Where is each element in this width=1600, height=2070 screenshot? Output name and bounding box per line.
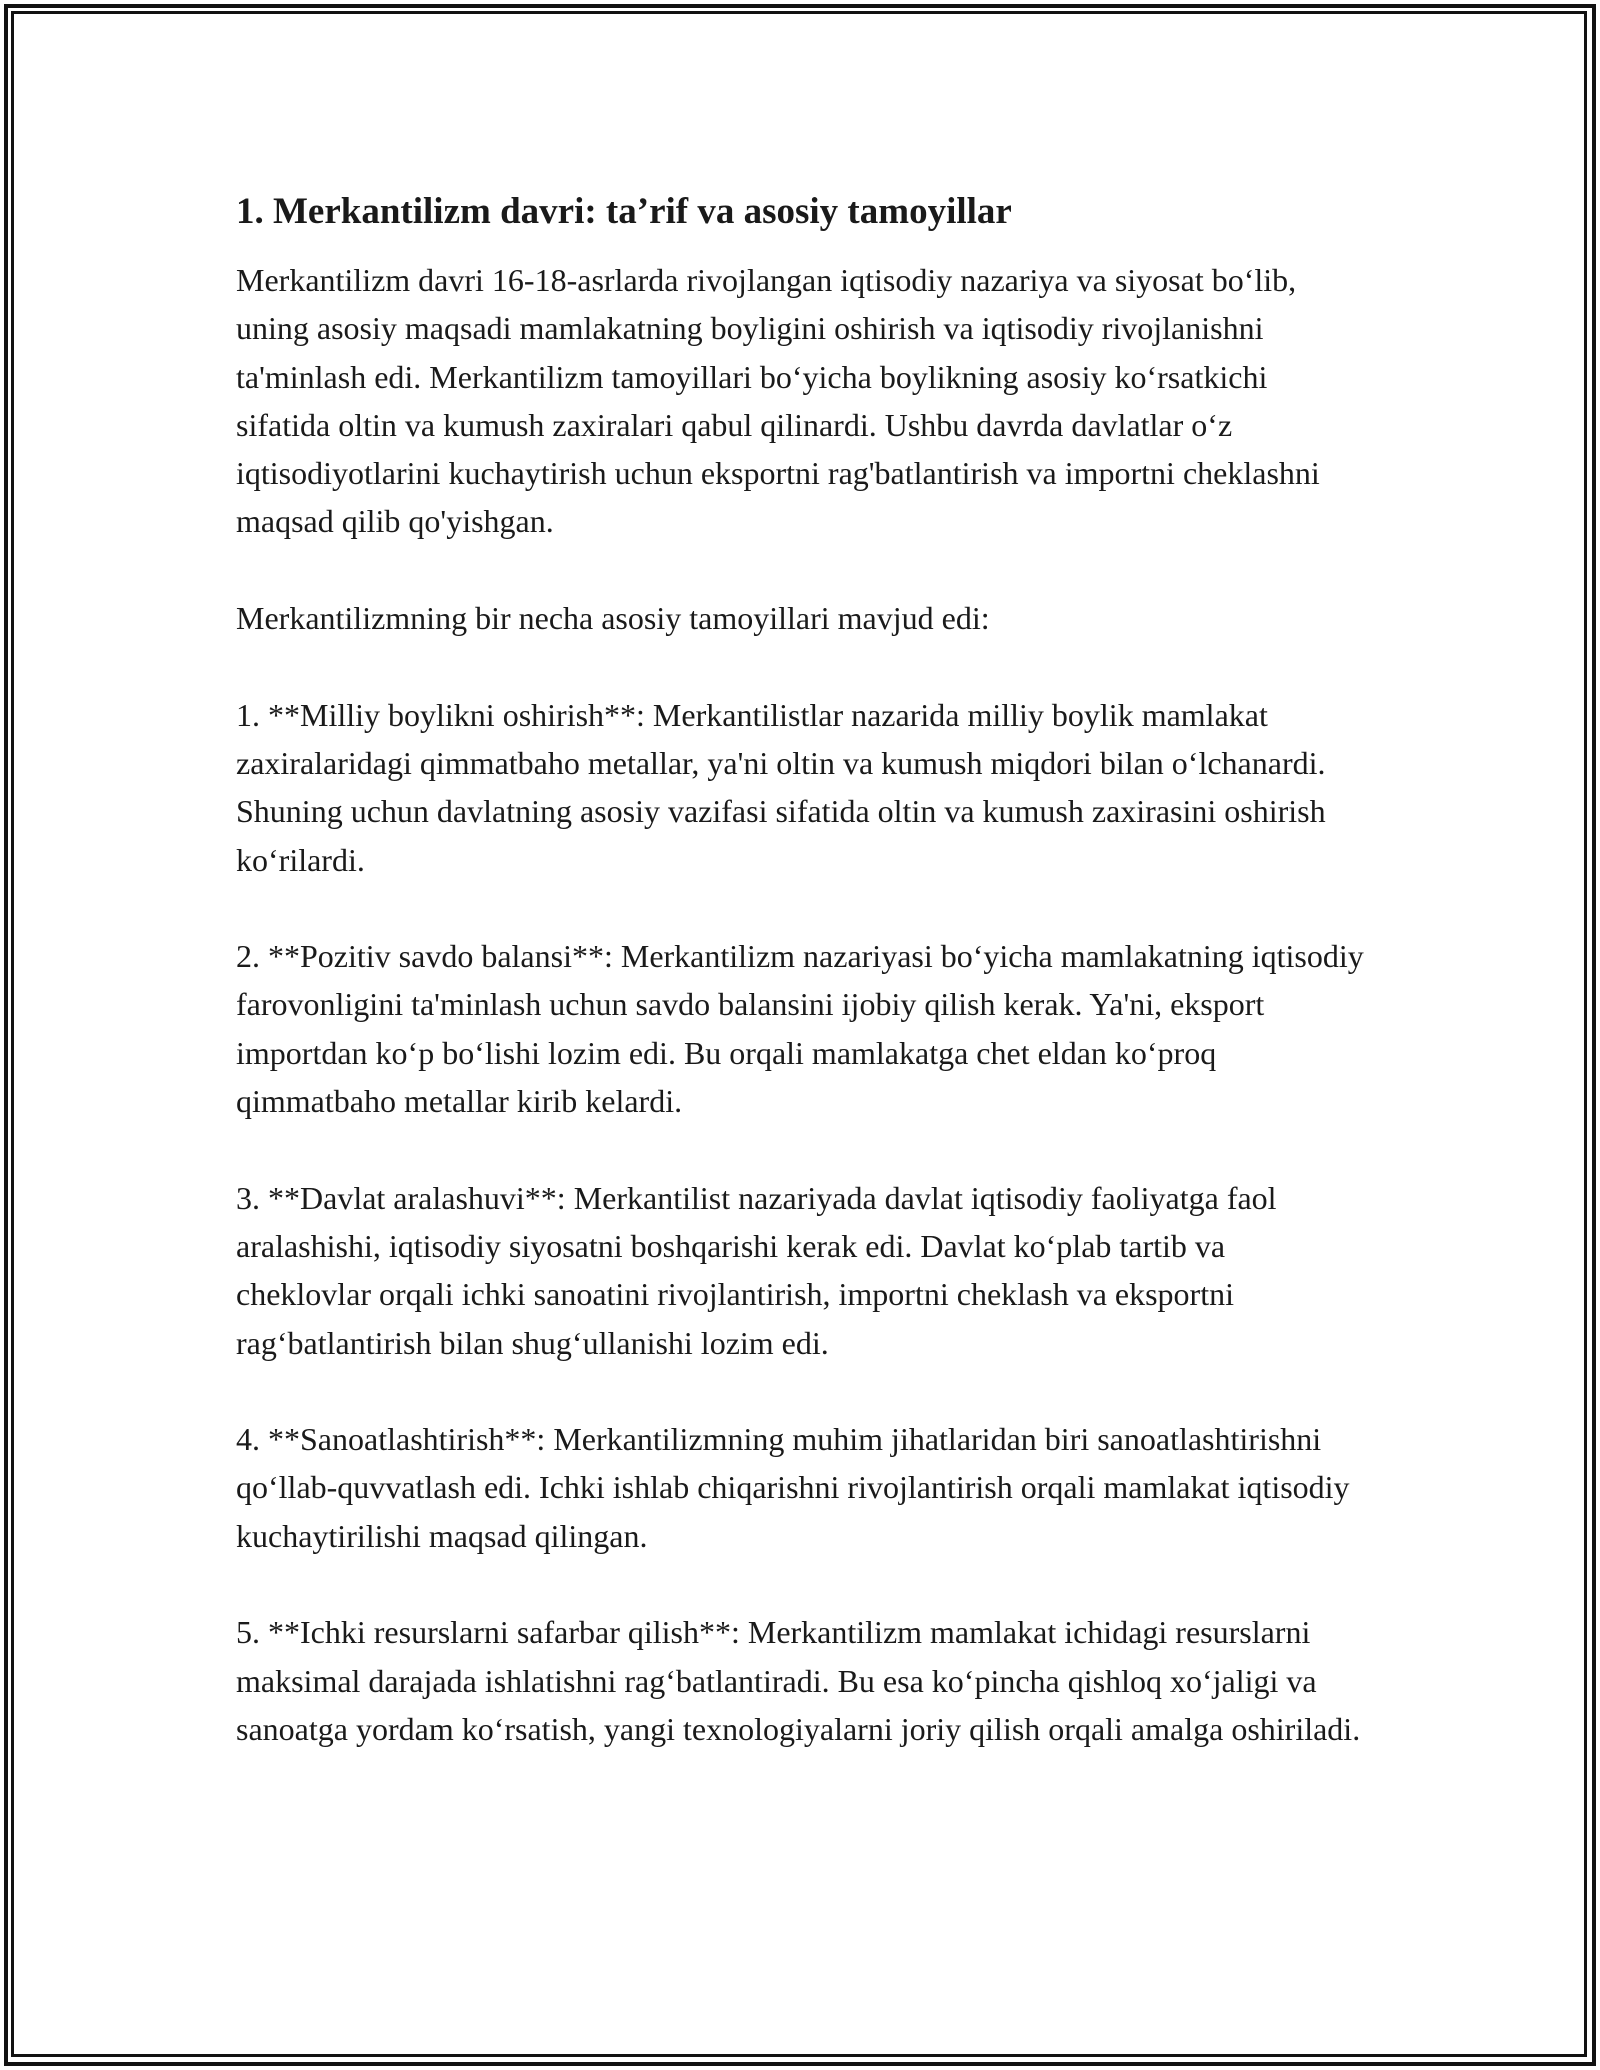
principle-state-intervention: 3. **Davlat aralashuvi**: Merkantilist nazariyada davlat iqtisodiy faoliyatga faol aralashishi, iqtisodiy siyosatni boshqarishi kerak edi. Davlat ko‘plab tartib va cheklovlar orqali ichki sanoatini rivojlantirish, importni cheklash va eksportni rag‘batlantirish bilan shug‘ullanishi lozim edi. <box>236 1179 1277 1361</box>
principle-trade-balance: 2. **Pozitiv savdo balansi**: Merkantilizm nazariyasi bo‘yicha mamlakatning iqtisodiy farovonligini ta'minlash uchun savdo balansini ijobiy qilish kerak. Ya'ni, eksport importdan ko‘p bo‘lishi lozim edi. Bu orqali mamlakatga chet eldan ko‘proq qimmatbaho metallar kirib kelardi. <box>236 938 1364 1120</box>
principle-national-wealth: 1. **Milliy boylikni oshirish**: Merkantilistlar nazarida milliy boylik mamlakat zaxiralaridagi qimmatbaho metallar, ya'ni oltin va kumush miqdori bilan o‘lchanardi. Shuning uchun davlatning asosiy vazifasi sifatida oltin va kumush zaxirasini oshirish ko‘rilardi. <box>236 696 1326 878</box>
principle-industrialization: 4. **Sanoatlashtirish**: Merkantilizmning muhim jihatlaridan biri sanoatlashtirishni qo‘llab-quvvatlash edi. Ichki ishlab chiqarishni rivojlantirish orqali mamlakat iqtisodiy kuchaytirilishi maqsad qilingan. <box>236 1421 1350 1554</box>
principles-lead: Merkantilizmning bir necha asosiy tamoyillari mavjud edi: <box>236 600 990 637</box>
document-body <box>236 188 1366 1753</box>
section-heading: 1. Merkantilizm davri: ta’rif va asosiy tamoyillar <box>236 191 1012 232</box>
principle-internal-resources: 5. **Ichki resurslarni safarbar qilish**: Merkantilizm mamlakat ichidagi resurslarni maksimal darajada ishlatishni rag‘batlantiradi. Bu esa ko‘pincha qishloq xo‘jaligi va sanoatga yordam ko‘rsatish, yangi texnologiyalarni joriy qilish orqali amalga oshiriladi. <box>236 1614 1361 1747</box>
intro-paragraph: Merkantilizm davri 16-18-asrlarda rivojlangan iqtisodiy nazariya va siyosat bo‘lib, uning asosiy maqsadi mamlakatning boyligini oshirish va iqtisodiy rivojlanishni ta'minlash edi. Merkantilizm tamoyillari bo‘yicha boylikning asosiy ko‘rsatkichi sifatida oltin va kumush zaxiralari qabul qilinardi. Ushbu davrda davlatlar o‘z iqtisodiyotlarini kuchaytirish uchun eksportni rag'batlantirish va importni cheklashni maqsad qilib qo'yishgan. <box>236 262 1320 540</box>
